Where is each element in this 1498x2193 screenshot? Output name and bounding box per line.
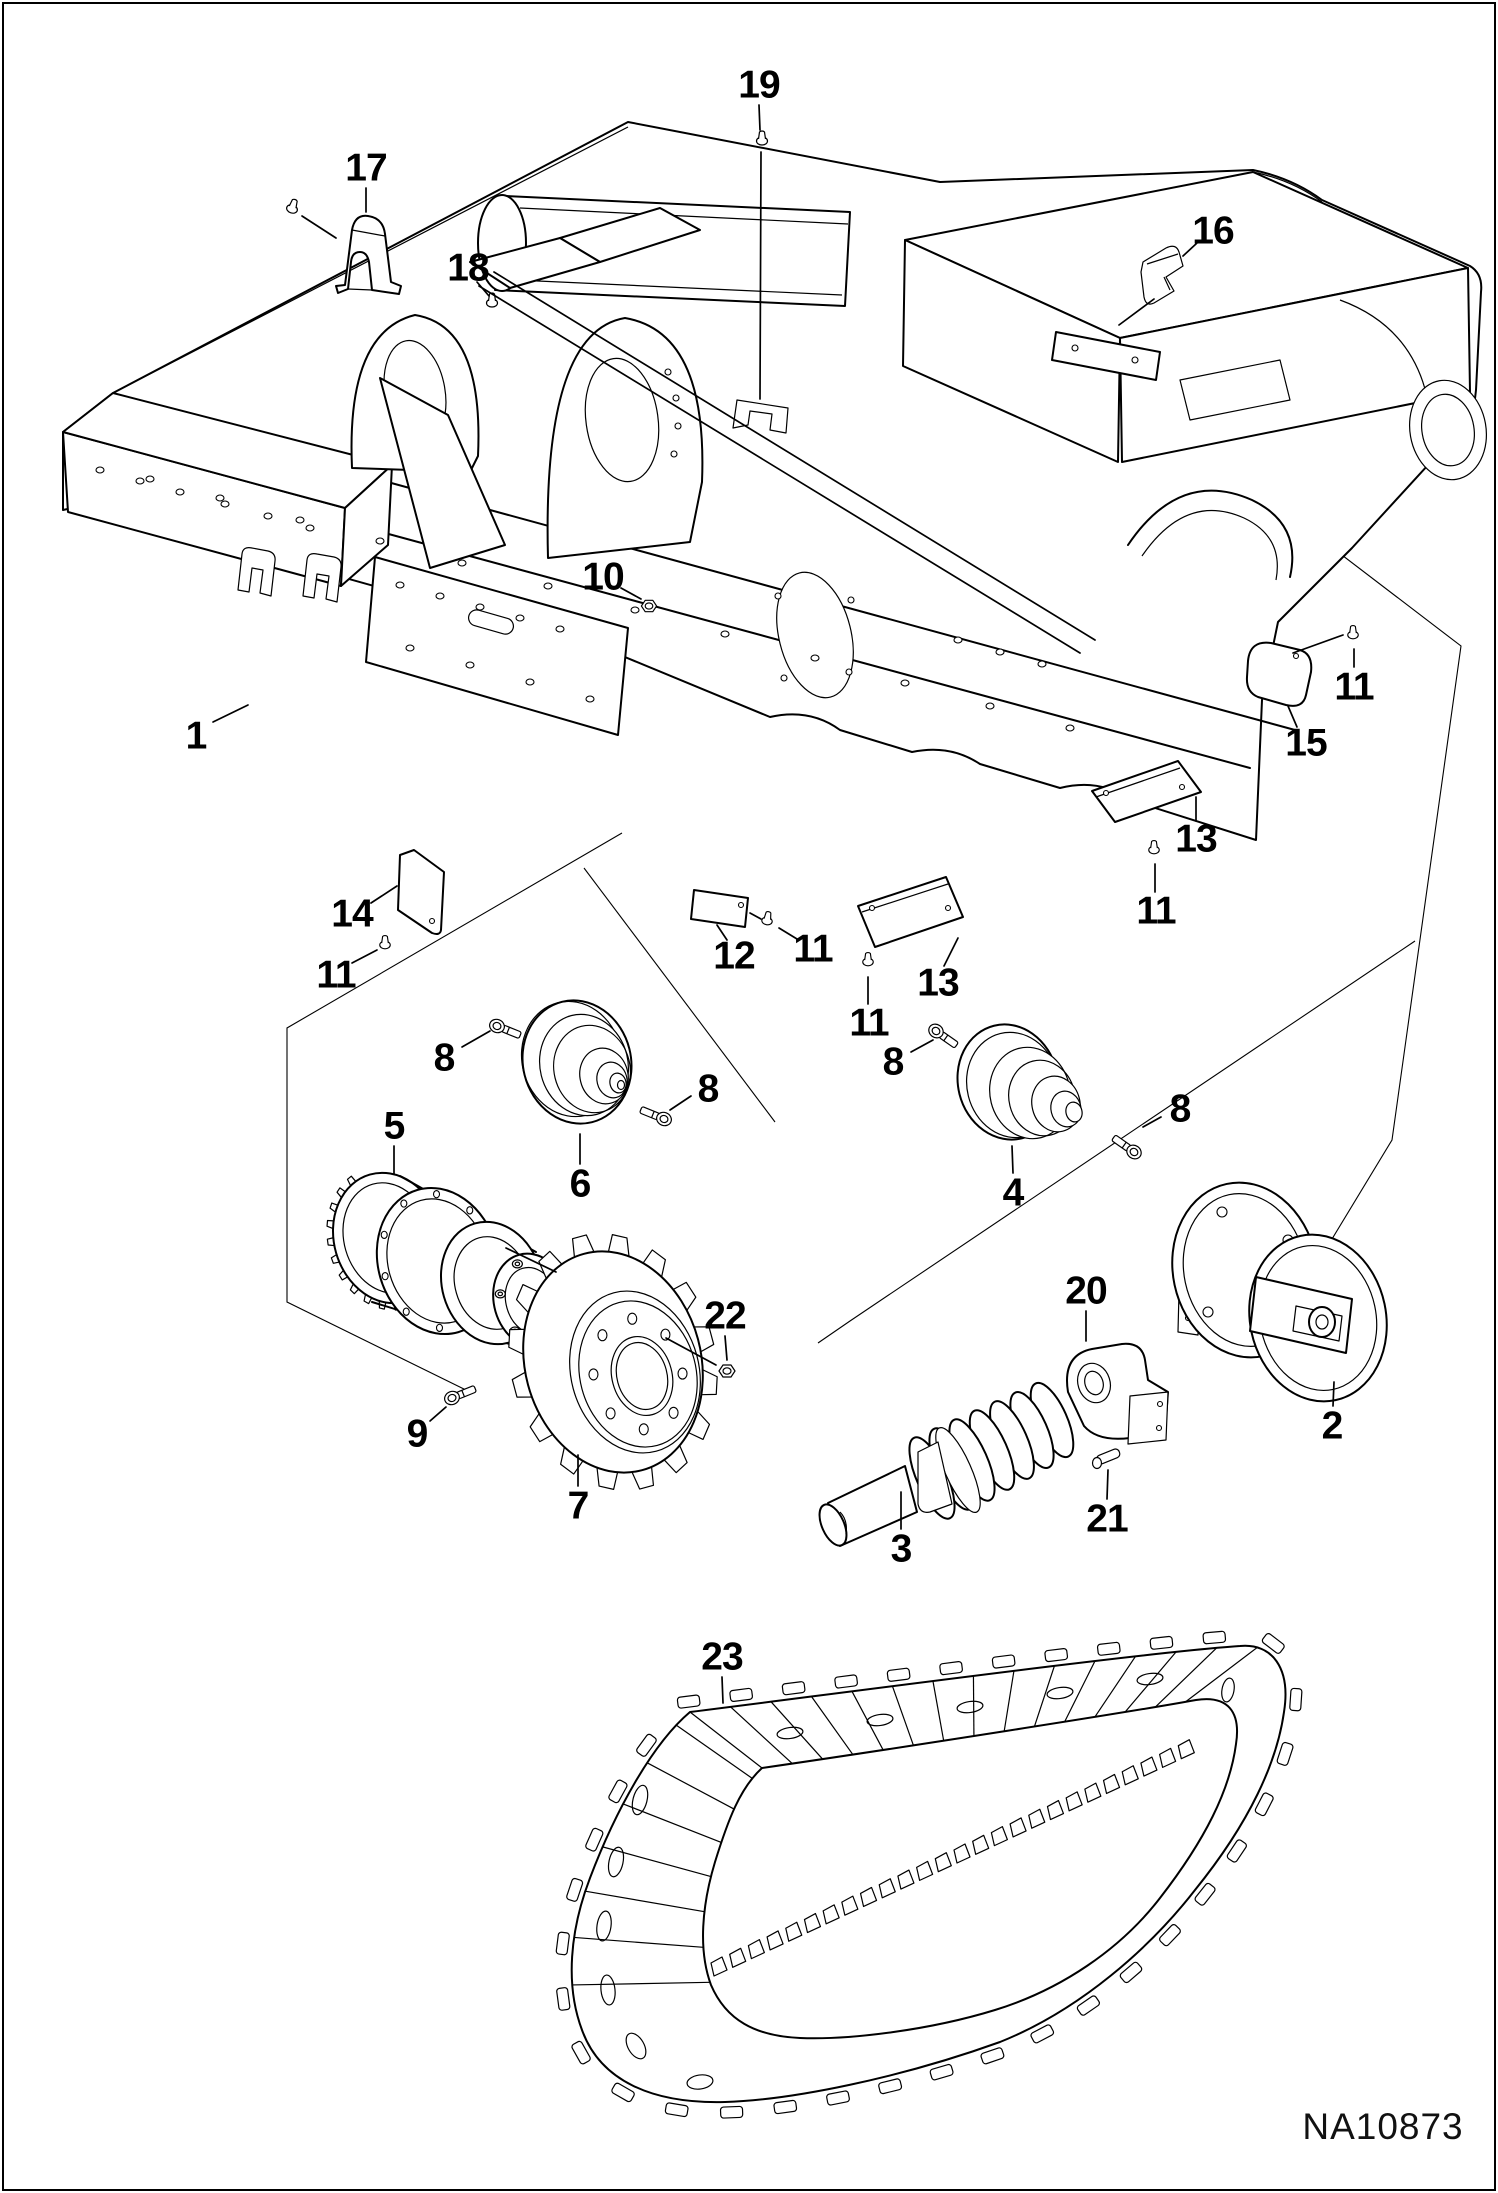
track-lug bbox=[1150, 1636, 1173, 1649]
callout-2: 2 bbox=[1321, 1404, 1343, 1448]
track-lug bbox=[556, 1987, 570, 2010]
leader-2 bbox=[1333, 1382, 1334, 1406]
callout-19: 19 bbox=[738, 63, 780, 107]
callout-8: 8 bbox=[1169, 1087, 1191, 1131]
sprocket-hole bbox=[606, 1408, 615, 1419]
track-lug bbox=[774, 2100, 797, 2114]
track-lug bbox=[887, 1668, 910, 1682]
leader-19 bbox=[759, 105, 760, 130]
callout-7: 7 bbox=[567, 1484, 589, 1528]
part-15-cover bbox=[1247, 643, 1311, 706]
callout-10: 10 bbox=[582, 555, 624, 599]
callout-1: 1 bbox=[185, 714, 207, 758]
part-12-plate bbox=[691, 890, 748, 927]
part-8-bolt bbox=[926, 1021, 960, 1050]
assembly-line-2 bbox=[1293, 635, 1343, 653]
part-11-screw bbox=[761, 911, 774, 926]
callout-11: 11 bbox=[316, 953, 356, 997]
motor-flange-hole bbox=[381, 1231, 387, 1238]
callout-11: 11 bbox=[1136, 889, 1176, 933]
motor-lug-bolt bbox=[512, 1260, 522, 1268]
callout-11: 11 bbox=[849, 1001, 889, 1045]
motor-flange-hole bbox=[382, 1273, 388, 1280]
assembly-line-1 bbox=[760, 152, 761, 399]
part-2-idler bbox=[1156, 1169, 1402, 1414]
part-11-screw bbox=[1149, 841, 1159, 854]
callout-18: 18 bbox=[447, 246, 489, 290]
track-frame-assembly bbox=[63, 122, 1494, 840]
leader-22 bbox=[725, 1336, 727, 1360]
leader-21 bbox=[1107, 1470, 1108, 1499]
callout-22: 22 bbox=[704, 1294, 746, 1338]
track-lug bbox=[1097, 1642, 1120, 1655]
part-21-pin bbox=[1093, 1448, 1121, 1469]
sprocket-hole bbox=[598, 1330, 607, 1341]
part-8-bolt bbox=[488, 1017, 523, 1041]
track-lug bbox=[782, 1681, 805, 1695]
part-11-screw bbox=[380, 936, 390, 949]
callout-20: 20 bbox=[1065, 1269, 1107, 1313]
assembly-line-0 bbox=[302, 216, 336, 238]
track-lug bbox=[1290, 1688, 1302, 1711]
motor-lug-bolt bbox=[495, 1290, 505, 1298]
track-lug bbox=[730, 1688, 753, 1702]
sprocket-hole bbox=[589, 1369, 598, 1380]
callout-8: 8 bbox=[433, 1036, 455, 1080]
motor-flange-hole bbox=[436, 1324, 442, 1331]
callout-11: 11 bbox=[1334, 665, 1374, 709]
callout-9: 9 bbox=[406, 1412, 428, 1456]
track-lug bbox=[929, 2064, 953, 2081]
callout-8: 8 bbox=[697, 1067, 719, 1111]
motor-flange-hole bbox=[403, 1308, 409, 1315]
sprocket-hole bbox=[628, 1313, 637, 1324]
track-lug bbox=[1045, 1648, 1068, 1662]
track-lug bbox=[677, 1695, 700, 1709]
track-lug bbox=[1203, 1631, 1226, 1644]
leader-8 bbox=[670, 1096, 691, 1110]
track-lug bbox=[556, 1932, 570, 1955]
leader-14 bbox=[371, 886, 397, 903]
leader-11 bbox=[352, 950, 377, 963]
callout-5: 5 bbox=[383, 1104, 405, 1148]
part-9-bolt bbox=[443, 1383, 478, 1407]
part-11-screw bbox=[1348, 626, 1358, 639]
part-23-track bbox=[556, 1631, 1302, 2118]
sprocket-hole bbox=[639, 1424, 648, 1435]
leader-4 bbox=[1012, 1146, 1013, 1173]
part-10-nut bbox=[641, 600, 656, 611]
callout-16: 16 bbox=[1192, 209, 1234, 253]
callout-23: 23 bbox=[701, 1635, 743, 1679]
callout-3: 3 bbox=[890, 1527, 912, 1571]
callout-8: 8 bbox=[882, 1040, 904, 1084]
part-22-nut bbox=[719, 1365, 735, 1377]
figure-code: NA10873 bbox=[1302, 2106, 1464, 2147]
callout-13: 13 bbox=[1175, 817, 1217, 861]
part-3-tensioner bbox=[814, 1377, 1082, 1549]
sprocket-hole bbox=[678, 1368, 687, 1379]
track-lug bbox=[566, 1878, 583, 1902]
part-11-screw bbox=[863, 953, 873, 966]
callout-6: 6 bbox=[569, 1162, 591, 1206]
motor-flange-hole bbox=[401, 1200, 407, 1207]
track-lug bbox=[878, 2078, 902, 2094]
track-lug bbox=[665, 2102, 689, 2116]
track-lug bbox=[940, 1661, 963, 1675]
part-4-roller bbox=[945, 1014, 1086, 1151]
assembly-line-3 bbox=[750, 913, 761, 919]
callout-21: 21 bbox=[1086, 1497, 1128, 1541]
sprocket-hole bbox=[669, 1407, 678, 1418]
part-19-screw bbox=[757, 131, 768, 145]
part-20-bracket bbox=[1067, 1344, 1168, 1444]
track-lug bbox=[835, 1675, 858, 1689]
callout-15: 15 bbox=[1285, 721, 1327, 765]
part-8-bolt bbox=[1110, 1132, 1144, 1161]
callout-4: 4 bbox=[1002, 1171, 1024, 1215]
motor-flange-hole bbox=[467, 1207, 473, 1214]
callout-17: 17 bbox=[345, 146, 387, 190]
leader-8 bbox=[462, 1031, 490, 1047]
leader-8 bbox=[911, 1040, 933, 1052]
track-lug bbox=[992, 1655, 1015, 1669]
part-6-roller bbox=[509, 989, 644, 1135]
part-8-bolt bbox=[638, 1104, 673, 1128]
motor-flange-hole bbox=[434, 1191, 440, 1198]
track-lug bbox=[1276, 1742, 1293, 1766]
callout-11: 11 bbox=[793, 927, 833, 971]
track-lug bbox=[980, 2047, 1004, 2065]
track-lug bbox=[826, 2090, 850, 2105]
leader-23 bbox=[722, 1677, 723, 1703]
leader-1 bbox=[213, 705, 248, 722]
part-14-plate bbox=[398, 850, 444, 934]
part-13-plate-left bbox=[858, 877, 963, 947]
leader-9 bbox=[430, 1407, 446, 1421]
callout-12: 12 bbox=[713, 934, 755, 978]
track-lug bbox=[720, 2106, 742, 2118]
callout-13: 13 bbox=[917, 961, 959, 1005]
callout-14: 14 bbox=[331, 892, 373, 936]
